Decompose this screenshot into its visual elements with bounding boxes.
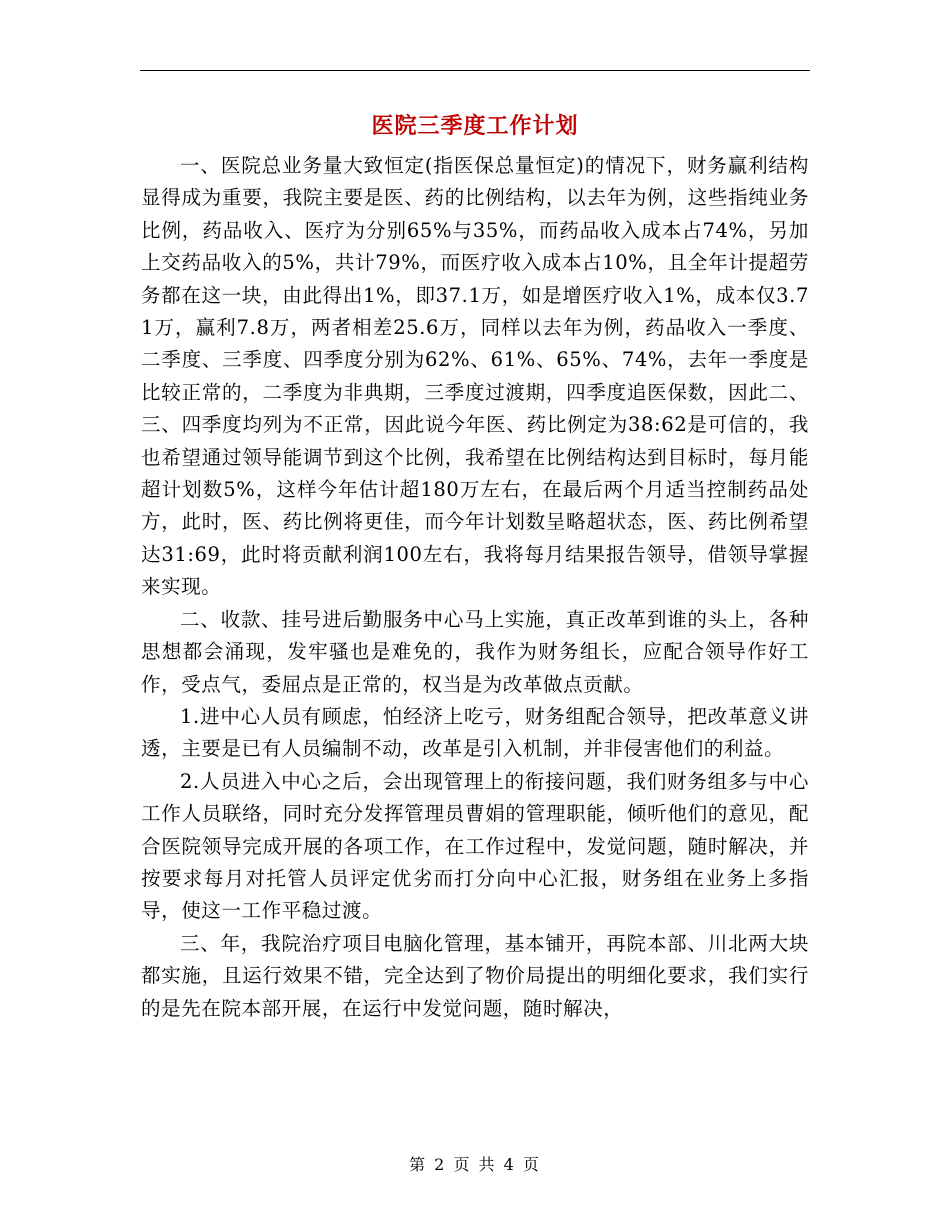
header-rule: [140, 70, 810, 71]
paragraph-1: 一、医院总业务量大致恒定(指医保总量恒定)的情况下，财务赢利结构显得成为重要，我院主要是医、药的比例结构，以去年为例，这些指纯业务比例，药品收入、医疗为分别65%与35%，而药品收入成本占74%，另加上交药品收入的5%，共计79%，而医疗收入成本占10%，且全年计提超劳务都在这一块，由此得出1%，即37.1万，如是增医疗收入1%，成本仅3.71万，赢利7.8万，两者相差25.6万，同样以去年为例，药品收入一季度、二季度、三季度、四季度分别为62%、61%、65%、74%，去年一季度是比较正常的，二季度为非典期，三季度过渡期，四季度追医保数，因此二、三、四季度均列为不正常，因此说今年医、药比例定为38:62是可信的，我也希望通过领导能调节到这个比例，我希望在比例结构达到目标时，每月能超计划数5%，这样今年估计超180万左右，在最后两个月适当控制药品处方，此时，医、药比例将更佳，而今年计划数呈略超状态，医、药比例希望达31:69，此时将贡献利润100左右，我将每月结果报告领导，借领导掌握来实现。: [141, 154, 809, 599]
paragraph-3: 1.进中心人员有顾虑，怕经济上吃亏，财务组配合领导，把改革意义讲透，主要是已有人员编制不动，改革是引入机制，并非侵害他们的利益。: [141, 704, 809, 761]
paragraph-5: 三、年，我院治疗项目电脑化管理，基本铺开，再院本部、川北两大块都实施，且运行效果不错，完全达到了物价局提出的明细化要求，我们实行的是先在院本部开展，在运行中发觉问题，随时解决，: [141, 931, 809, 1020]
document-body: [141, 150, 809, 1025]
paragraph-2: 二、收款、挂号进后勤服务中心马上实施，真正改革到谁的头上，各种思想都会涌现，发牢骚也是难免的，我作为财务组长，应配合领导作好工作，受点气，委屈点是正常的，权当是为改革做点贡献。: [141, 607, 809, 696]
page-number: 第 2 页 共 4 页: [409, 1155, 541, 1174]
document-title: 医院三季度工作计划: [371, 113, 579, 139]
paragraph-4: 2.人员进入中心之后，会出现管理上的衔接问题，我们财务组多与中心工作人员联络，同时充分发挥管理员曹娟的管理职能，倾听他们的意见，配合医院领导完成开展的各项工作，在工作过程中，发觉问题，随时解决，并按要求每月对托管人员评定优劣而打分向中心汇报，财务组在业务上多指导，使这一工作平稳过渡。: [141, 769, 809, 923]
